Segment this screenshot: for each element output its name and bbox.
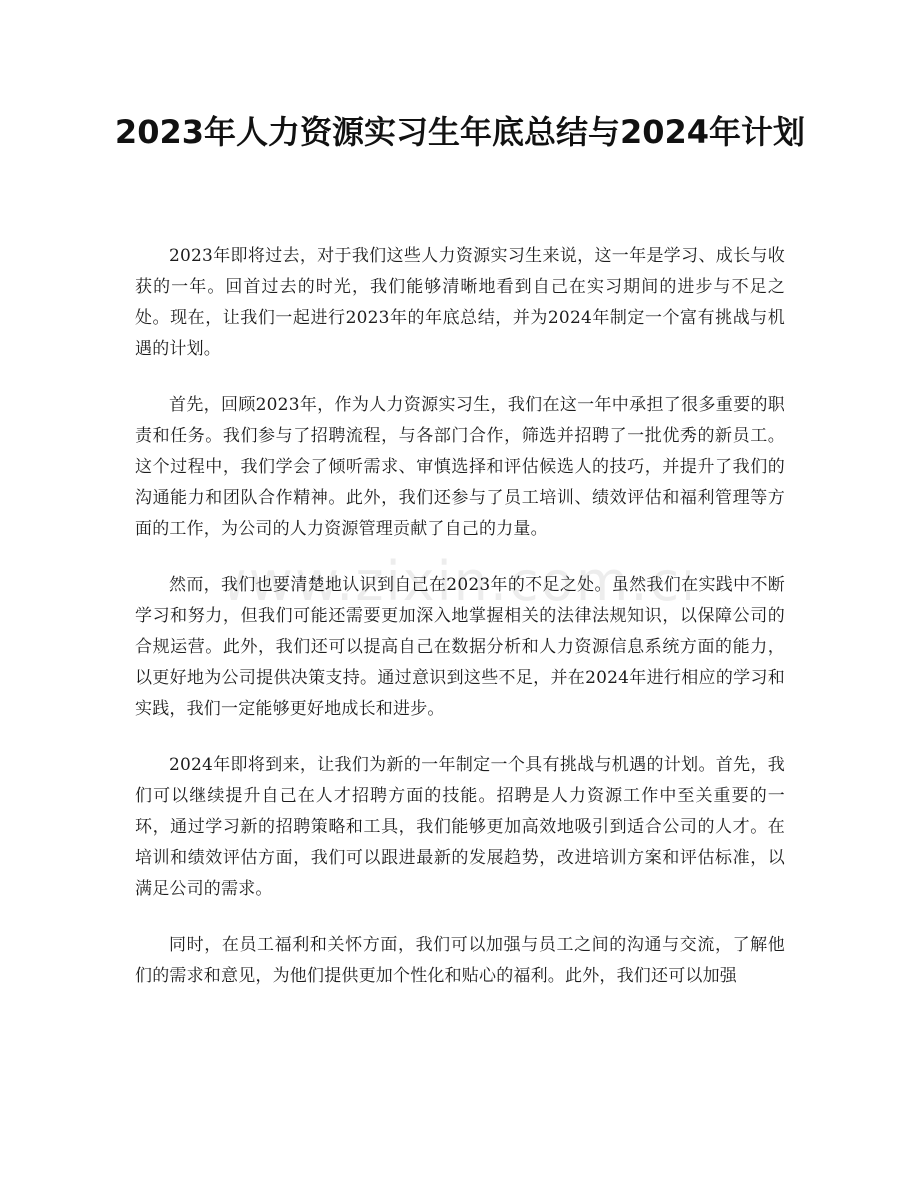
paragraph-4: 2024年即将到来，让我们为新的一年制定一个具有挑战与机遇的计划。首先，我们可以继续提升自己在人才招聘方面的技能。招聘是人力资源工作中至关重要的一环，通过学习新的招聘策略和工具，我们能够更加高效地吸引到适合公司的人才。在培训和绩效评估方面，我们可以跟进最新的发展趋势，改进培训方案和评估标准，以满足公司的需求。 (135, 755, 785, 899)
document-title: 2023年人力资源实习生年底总结与2024年计划 (114, 113, 806, 151)
svg-text:www.zixin.com.cn: ww.zixin.com.c (248, 550, 682, 613)
paragraph-3: 然而，我们也要清楚地认识到自己在2023年的不足之处。虽然我们在实践中不断学习和努力，但我们可能还需要更加深入地掌握相关的法律法规知识，以保障公司的合规运营。此外，我们还可以提高自己在数据分析和人力资源信息系统方面的能力，以更好地为公司提供决策支持。通过意识到这些不足，并在2024年进行相应的学习和实践，我们一定能够更好地成长和进步。 (135, 575, 785, 719)
document-body (135, 241, 785, 1017)
paragraph-5: 同时，在员工福利和关怀方面，我们可以加强与员工之间的沟通与交流，了解他们的需求和意见，为他们提供更加个性化和贴心的福利。此外，我们还可以加强 (135, 935, 785, 986)
paragraph-2: 首先，回顾2023年，作为人力资源实习生，我们在这一年中承担了很多重要的职责和任务。我们参与了招聘流程，与各部门合作，筛选并招聘了一批优秀的新员工。这个过程中，我们学会了倾听需求、审慎选择和评估候选人的技巧，并提升了我们的沟通能力和团队合作精神。此外，我们还参与了员工培训、绩效评估和福利管理等方面的工作，为公司的人力资源管理贡献了自己的力量。 (135, 395, 785, 539)
paragraph-1: 2023年即将过去，对于我们这些人力资源实习生来说，这一年是学习、成长与收获的一年。回首过去的时光，我们能够清晰地看到自己在实习期间的进步与不足之处。现在，让我们一起进行2023年的年底总结，并为2024年制定一个富有挑战与机遇的计划。 (135, 246, 785, 359)
